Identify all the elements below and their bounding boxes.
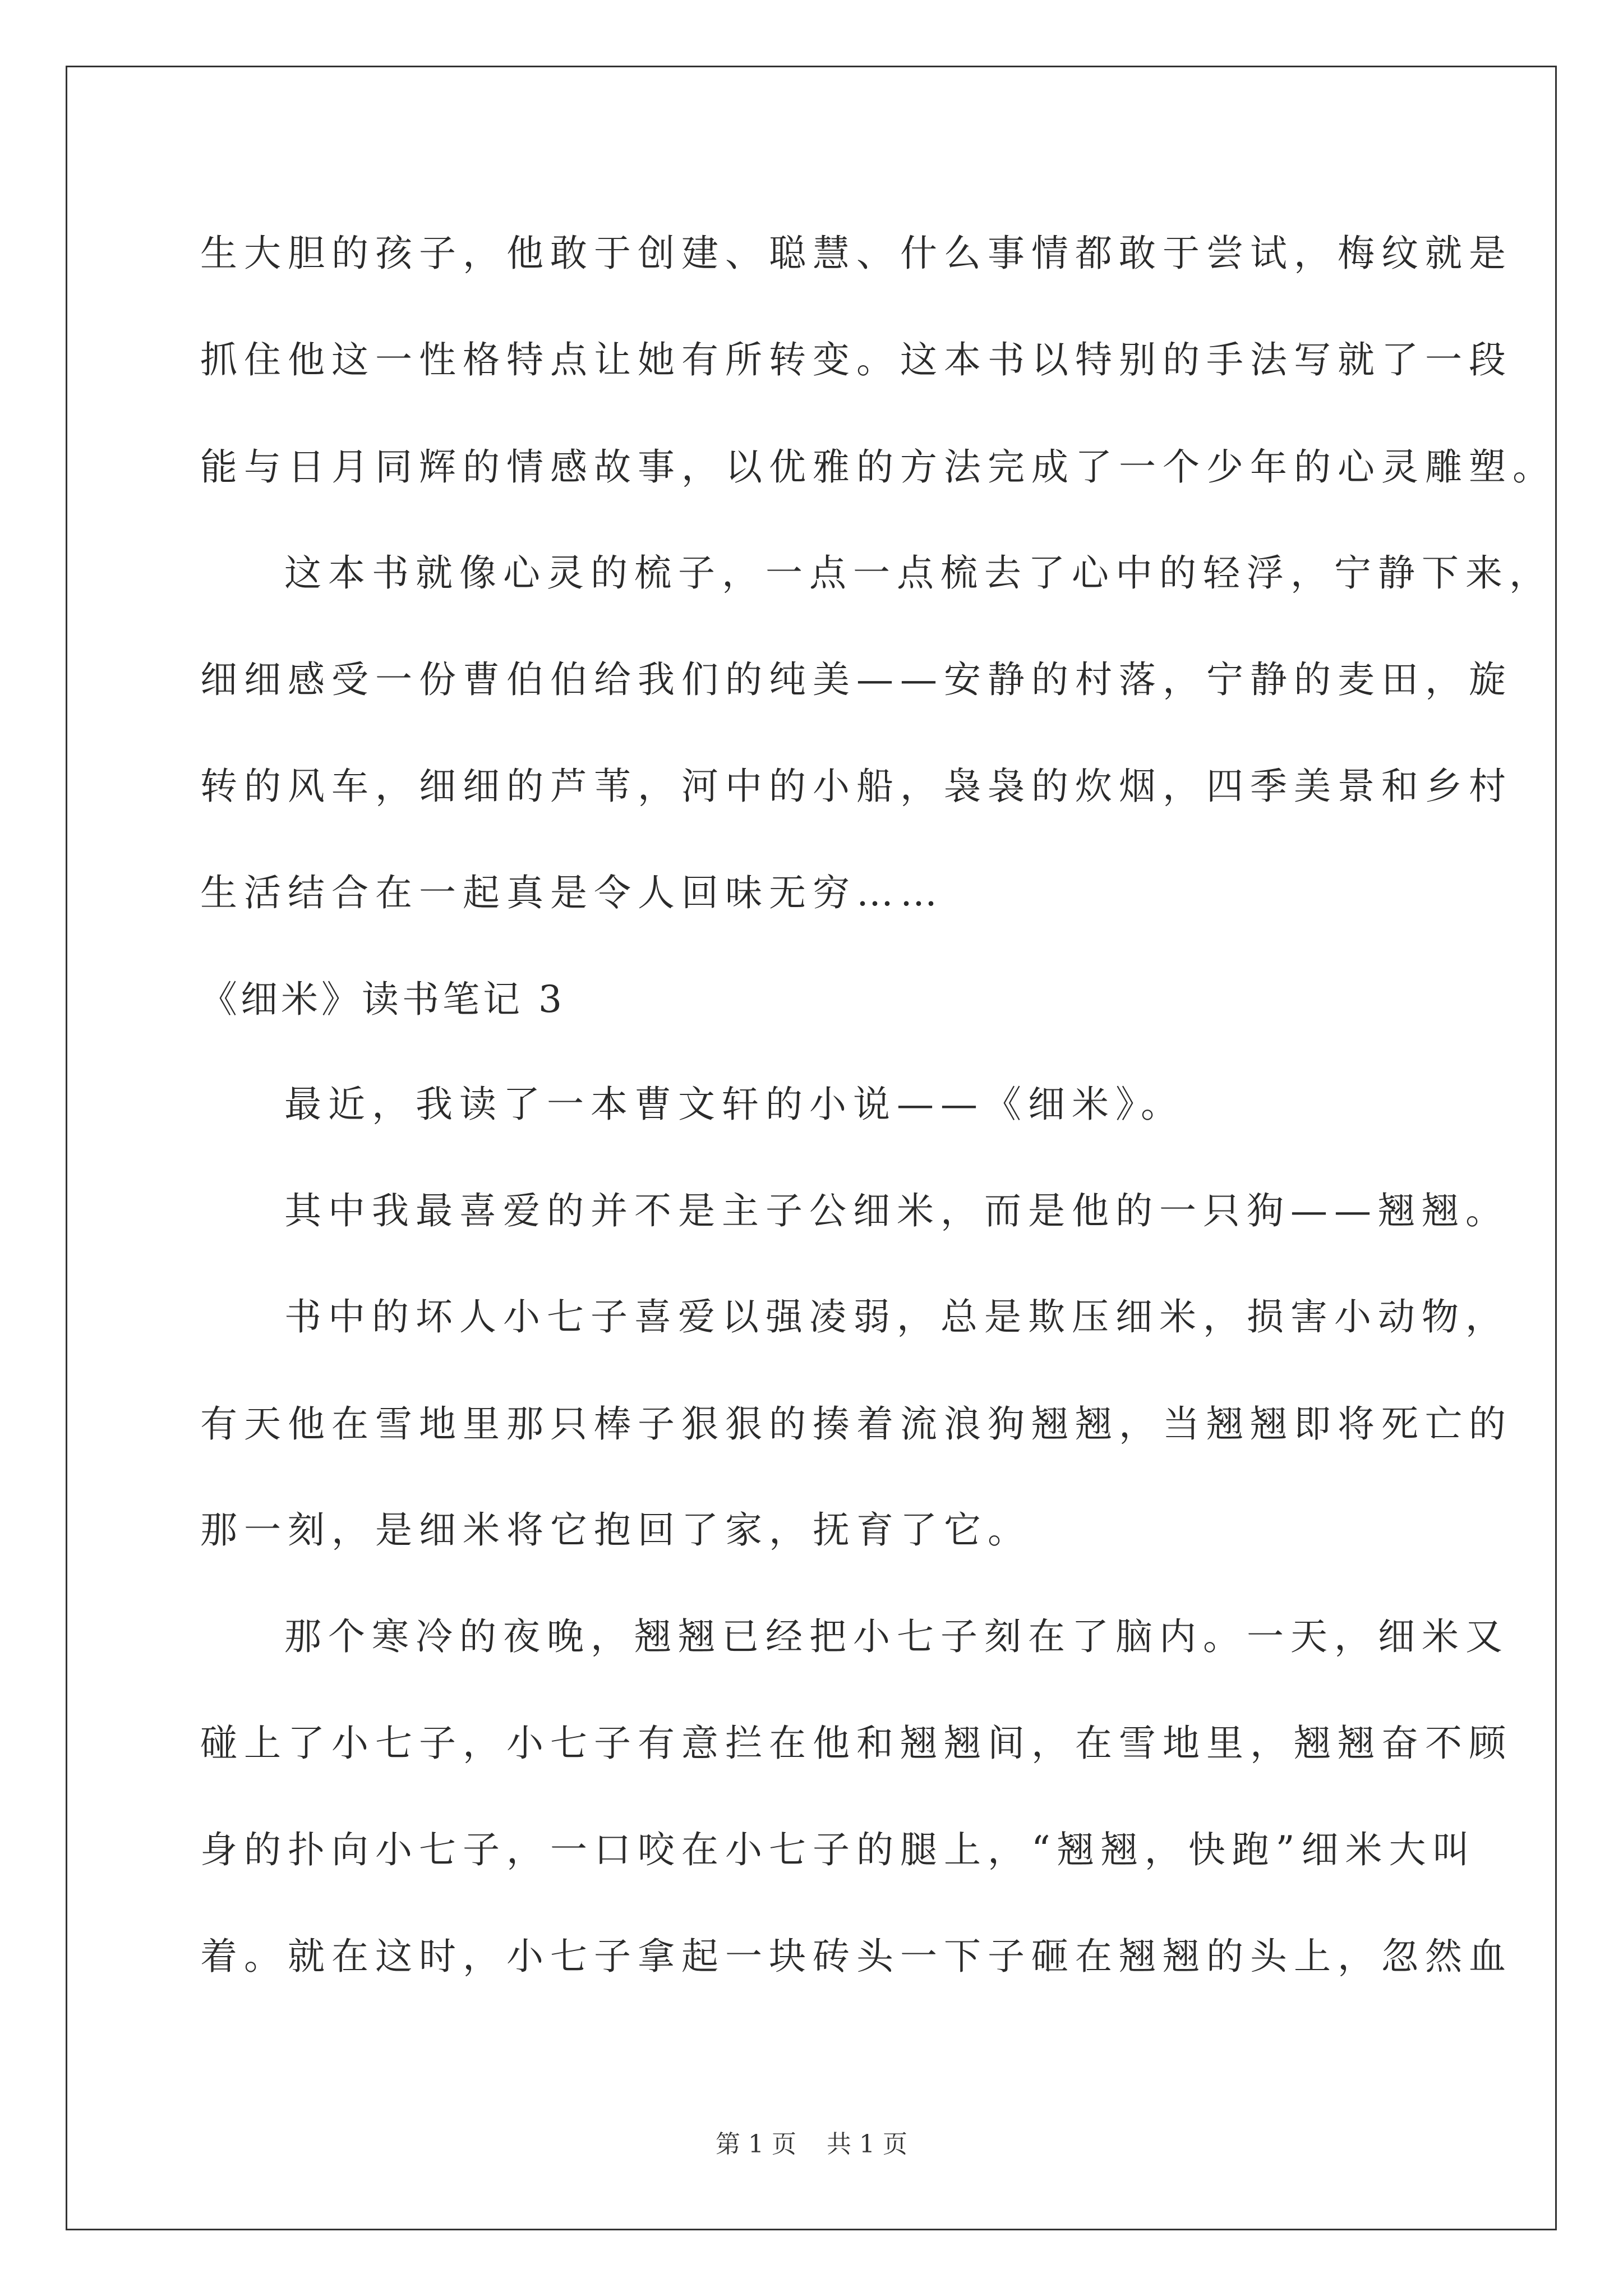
paragraph-line: 身的扑向小七子，一口咬在小七子的腿上，“翘翘，快跑”细米大叫 <box>200 1828 1477 1871</box>
page-number: 第 1 页 <box>716 2130 796 2159</box>
paragraph-line: 细细感受一份曹伯伯给我们的纯美——安静的村落，宁静的麦田，旋 <box>200 658 1513 701</box>
page-total: 共 1 页 <box>827 2130 907 2159</box>
page-border <box>66 66 1557 2230</box>
paragraph-line: 那个寒冷的夜晚，翘翘已经把小七子刻在了脑内。一天，细米又 <box>284 1615 1509 1658</box>
paragraph-line: 碰上了小七子，小七子有意拦在他和翘翘间，在雪地里，翘翘奋不顾 <box>200 1722 1513 1765</box>
paragraph-line: 书中的坏人小七子喜爱以强凌弱，总是欺压细米，损害小动物， <box>284 1295 1509 1338</box>
paragraph-line: 那一刻，是细米将它抱回了家，抚育了它。 <box>200 1508 1031 1552</box>
paragraph-line: 生活结合在一起真是令人回味无穷…… <box>200 871 944 914</box>
paragraph-line: 其中我最喜爱的并不是主子公细米，而是他的一只狗——翘翘。 <box>284 1189 1509 1232</box>
paragraph-line: 着。就在这时，小七子拿起一块砖头一下子砸在翘翘的头上，忽然血 <box>200 1935 1513 1978</box>
paragraph-line: 最近，我读了一本曹文轩的小说——《细米》。 <box>284 1083 1184 1126</box>
section-heading: 《细米》读书笔记 3 <box>200 978 565 1021</box>
paragraph-line: 抓住他这一性格特点让她有所转变。这本书以特别的手法写就了一段 <box>200 338 1513 381</box>
paragraph-line: 生大胆的孩子，他敢于创建、聪慧、什么事情都敢于尝试，梅纹就是 <box>200 232 1513 275</box>
paragraph-line: 有天他在雪地里那只棒子狠狠的揍着流浪狗翘翘，当翘翘即将死亡的 <box>200 1402 1513 1446</box>
page-footer <box>0 2129 1623 2160</box>
paragraph-line: 这本书就像心灵的梳子，一点一点梳去了心中的轻浮，宁静下来， <box>284 551 1553 595</box>
paragraph-line: 能与日月同辉的情感故事，以优雅的方法完成了一个少年的心灵雕塑。 <box>200 445 1556 489</box>
paragraph-line: 转的风车，细细的芦苇，河中的小船，袅袅的炊烟，四季美景和乡村 <box>200 765 1513 808</box>
